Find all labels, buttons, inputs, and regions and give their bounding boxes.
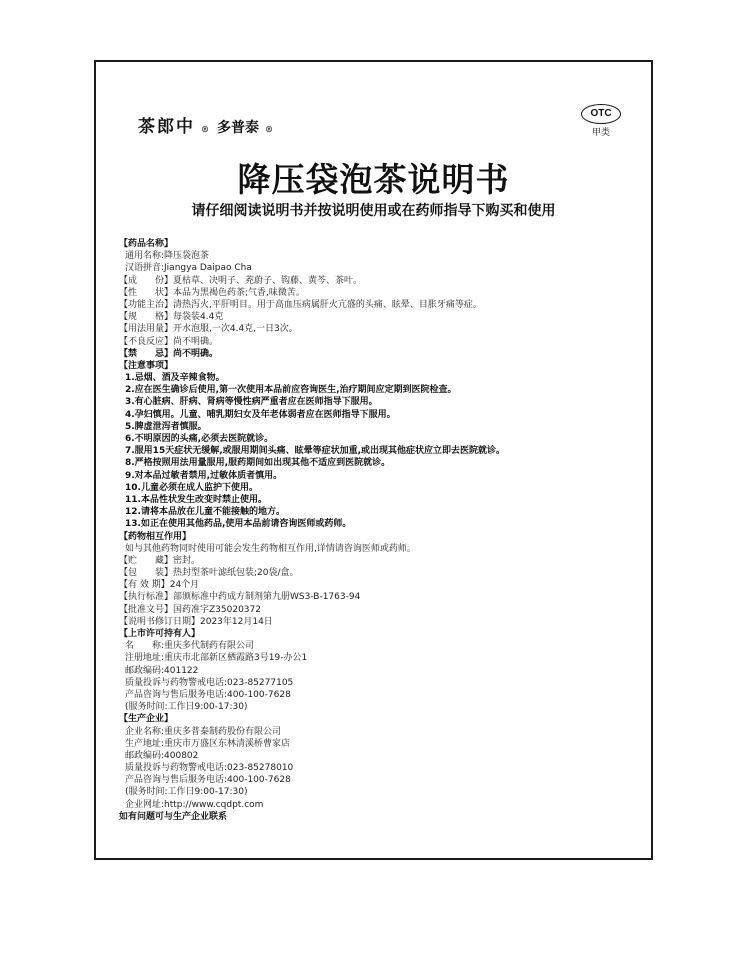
instruction-line: 【规 格】每袋装4.4克 (119, 312, 224, 323)
instruction-line: 【生产企业】 (119, 714, 174, 725)
instruction-line: 【性 状】本品为黑褐色药茶;气香,味微苦。 (119, 287, 305, 298)
instruction-line: 12.请将本品放在儿童不能接触的地方。 (125, 507, 285, 518)
instruction-line: 如与其他药物同时使用可能会发生药物相互作用,详情请咨询医师或药师。 (125, 543, 416, 554)
brand-secondary: 多普泰 (217, 120, 259, 136)
instruction-line: 5.脾虚泄泻者慎服。 (125, 421, 207, 432)
instruction-line: (服务时间:工作日9:00-17:30) (125, 787, 248, 798)
instruction-line: 通用名称:降压袋泡茶 (125, 251, 210, 262)
instruction-sheet (94, 60, 653, 860)
instruction-line: 【批准文号】国药准字Z35020372 (119, 604, 261, 615)
otc-class: 甲类 (591, 128, 610, 138)
instruction-line: 产品咨询与售后服务电话:400-100-7628 (125, 775, 291, 786)
instruction-line: 【执行标准】部颁标准中药成方制剂第九册WS3-B-1763-94 (119, 592, 361, 603)
instruction-line: 汉语拼音:Jiangya Daipao Cha (125, 263, 252, 274)
instruction-line: 8.严格按照用法用量服用,服药期间如出现其他不适应到医院就诊。 (125, 458, 391, 469)
document-subtitle: 请仔细阅读说明书并按说明使用或在药师指导下购买和使用 (191, 203, 556, 219)
instruction-line: 邮政编码:400802 (125, 750, 199, 761)
instruction-line: 7.服用15天症状无缓解,或服用期间头痛、眩晕等症状加重,或出现其他症状应立即去医院就诊。 (125, 446, 506, 457)
instruction-line: 质量投诉与药物警戒电话:023-85278010 (125, 763, 294, 774)
instruction-line: (服务时间:工作日9:00-17:30) (125, 702, 248, 713)
instruction-line: 【不良反应】尚不明确。 (119, 336, 219, 347)
instruction-line: 【包 装】热封型茶叶滤纸包装;20袋/盒。 (119, 568, 299, 579)
instruction-line: 企业名称:重庆多普泰制药股份有限公司 (125, 726, 282, 737)
instruction-line: 生产地址:重庆市万盛区东林清溪桥曹家店 (125, 738, 291, 749)
document-title: 降压袋泡茶说明书 (237, 160, 510, 199)
instruction-line: 如有问题可与生产企业联系 (119, 811, 228, 822)
instruction-line: 【功能主治】清热泻火,平肝明目。用于高血压病属肝火亢盛的头痛、眩晕、目胀牙痛等症。 (119, 299, 482, 310)
brand-logo (138, 112, 275, 137)
instruction-line: 11.本品性状发生改变时禁止使用。 (125, 494, 267, 505)
instruction-line: 10.儿童必须在成人监护下使用。 (125, 482, 258, 493)
brand-primary: 茶郎中 (138, 117, 195, 137)
otc-label (581, 104, 621, 138)
instruction-line: 质量投诉与药物警戒电话:023-85277105 (125, 677, 294, 688)
instruction-line: 【禁 忌】尚不明确。 (119, 348, 219, 359)
instruction-line: 【注意事项】 (119, 360, 174, 371)
instruction-line: 【贮 藏】密封。 (119, 555, 201, 566)
registered-mark-icon: ® (265, 124, 275, 134)
instruction-line: 【成 份】夏枯草、决明子、茺蔚子、钩藤、黄芩、茶叶。 (119, 275, 363, 286)
instruction-line: 【有 效 期】24个月 (119, 580, 200, 591)
registered-mark-icon: ® (201, 124, 211, 134)
instruction-line: 企业网址:http://www.cqdpt.com (125, 799, 264, 810)
instruction-line: 【药物相互作用】 (119, 531, 192, 542)
instruction-line: 6.不明原因的头痛,必须去医院就诊。 (125, 434, 274, 444)
instruction-line: 【用法用量】开水泡服,一次4.4克,一日3次。 (119, 324, 298, 335)
instruction-line: 注册地址:重庆市北部新区栖霞路3号19-办公1 (125, 653, 308, 664)
instruction-line: 3.有心脏病、肝病、肾病等慢性病严重者应在医师指导下服用。 (125, 397, 378, 408)
instruction-body (119, 238, 635, 823)
instruction-line: 邮政编码:401122 (125, 665, 199, 676)
instruction-line: 13.如正在使用其他药品,使用本品前请咨询医师或药师。 (125, 519, 352, 530)
instruction-line: 9.对本品过敏者禁用,过敏体质者慎用。 (125, 470, 283, 481)
instruction-line: 【说明书修订日期】2023年12月14日 (119, 616, 273, 627)
instruction-line: 4.孕妇慎用。儿童、哺乳期妇女及年老体弱者应在医师指导下服用。 (125, 409, 396, 420)
instruction-line: 产品咨询与售后服务电话:400-100-7628 (125, 689, 291, 700)
instruction-line: 【药品名称】 (119, 239, 174, 249)
instruction-line: 名 称:重庆多代制药有限公司 (125, 641, 255, 652)
instruction-line: 1.忌烟、酒及辛辣食物。 (125, 373, 225, 384)
otc-badge: OTC (581, 104, 621, 124)
instruction-line: 【上市许可持有人】 (119, 629, 201, 639)
instruction-line: 2.应在医生确诊后使用,第一次使用本品前应咨询医生,治疗期间应定期到医院检查。 (125, 385, 457, 396)
